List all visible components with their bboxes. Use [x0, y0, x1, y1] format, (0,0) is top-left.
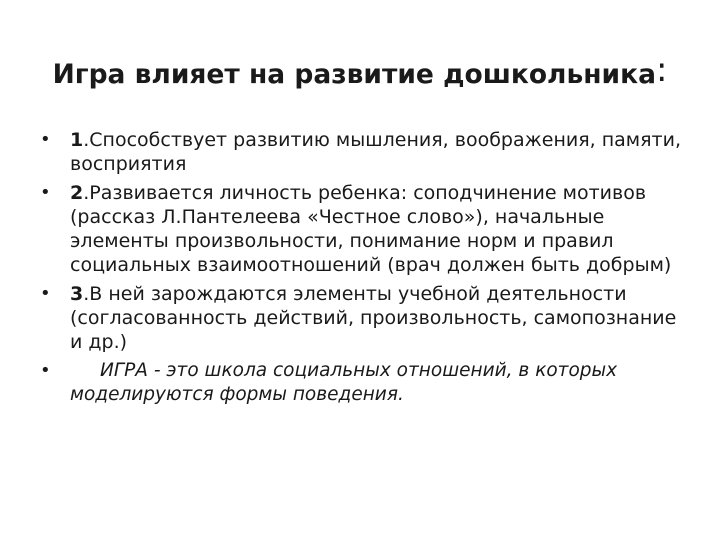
slide-title-text: Игра влияет на развитие дошкольника — [52, 59, 656, 90]
bullet-dot-icon: • — [40, 360, 51, 381]
bullet-number: 1 — [70, 129, 84, 151]
bullet-number: 3 — [70, 283, 84, 305]
bullet-item-1 — [40, 128, 690, 176]
bullet-dot-icon: • — [40, 283, 51, 304]
bullet-item-3 — [40, 282, 690, 354]
slide-title-colon: : — [655, 50, 668, 90]
bullet-item-4 — [40, 359, 690, 407]
bullet-text: .В ней зарождаются элементы учебной деятельности (согласованность действий, произвольность, самопознание и др.) — [70, 283, 677, 353]
bullet-text: ИГРА - это школа социальных отношений, в которых моделируются формы поведения. — [70, 360, 618, 405]
bullet-dot-icon: • — [40, 129, 51, 150]
bullet-text: .Способствует развитию мышления, воображения, памяти, восприятия — [70, 129, 682, 175]
slide-title — [0, 50, 720, 97]
bullet-dot-icon: • — [40, 182, 51, 203]
bullet-item-2 — [40, 181, 690, 277]
bullet-list — [40, 128, 690, 412]
bullet-text: .Развивается личность ребенка: соподчинение мотивов (рассказ Л.Пантелеева «Честное слово»), начальные элементы произвольности, понимание норм и правил социальных взаимоотношений (врач должен быть добрым) — [70, 182, 672, 276]
bullet-number: 2 — [70, 182, 84, 204]
